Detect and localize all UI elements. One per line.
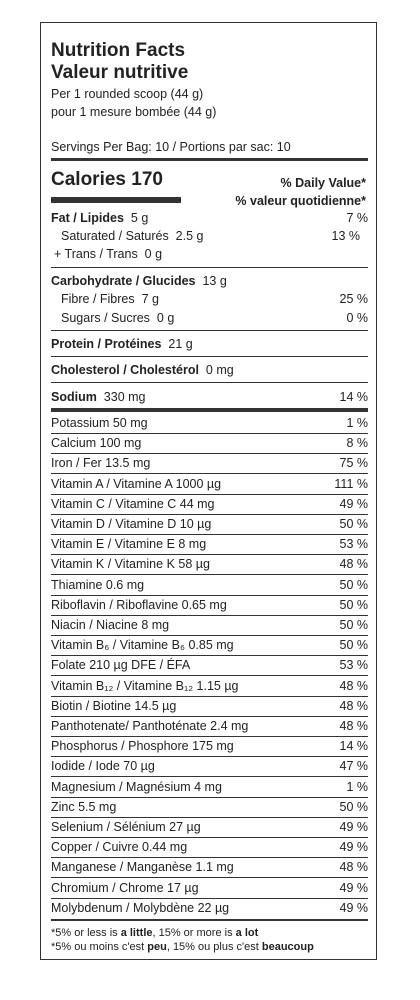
footnote-english: *5% or less is a little, 15% or more is a lot: [51, 927, 259, 939]
micronutrient-row: [51, 495, 368, 513]
micronutrient-label: Biotin / Biotine 14.5 µg: [51, 698, 177, 713]
micronutrient-pct: 48 %: [339, 698, 368, 713]
fat-pct: 7 %: [346, 211, 368, 225]
row-cholesterol: [51, 361, 368, 379]
micronutrient-pct: 49 %: [339, 900, 368, 915]
saturated-label: Saturated / Saturés: [61, 229, 169, 243]
serving-size-english: Per 1 rounded scoop (44 g): [51, 87, 204, 101]
fibre-amount: 7 g: [141, 292, 159, 306]
micronutrient-pct: 49 %: [339, 880, 368, 895]
footnote-french: *5% ou moins c'est peu, 15% ou plus c'est beaucoup: [51, 941, 314, 953]
micronutrient-label: Magnesium / Magnésium 4 mg: [51, 779, 222, 794]
micronutrient-pct: 50 %: [339, 577, 368, 592]
micronutrient-label: Iron / Fer 13.5 mg: [51, 456, 151, 471]
row-fibre: [51, 290, 368, 308]
title-english: Nutrition Facts: [51, 40, 186, 61]
daily-value-header-english: % Daily Value*: [280, 176, 366, 190]
daily-value-header-french: % valeur quotidienne*: [235, 194, 366, 208]
micronutrient-row: [51, 636, 368, 654]
micronutrient-row: [51, 475, 368, 493]
micronutrient-label: Molybdenum / Molybdène 22 µg: [51, 900, 230, 915]
row-sugars: [51, 309, 368, 327]
micronutrient-row: [51, 454, 368, 472]
micronutrient-label: Panthotenate/ Panthoténate 2.4 mg: [51, 719, 249, 733]
micronutrient-label: Calcium 100 mg: [51, 436, 142, 451]
micronutrient-pct: 50 %: [339, 597, 368, 612]
micronutrient-label: Potassium 50 mg: [51, 416, 148, 430]
fibre-pct: 25 %: [339, 292, 368, 306]
micronutrient-label: Thiamine 0.6 mg: [51, 577, 145, 592]
divider-thick: [51, 408, 368, 412]
micronutrient-row: [51, 555, 368, 573]
divider-thick: [51, 919, 368, 921]
micronutrient-pct: 47 %: [339, 759, 368, 774]
fat-label: Fat / Lipides: [51, 211, 124, 225]
micronutrient-row: [51, 576, 368, 594]
row-trans: [51, 245, 368, 263]
micronutrient-pct: 8 %: [346, 436, 368, 451]
sugars-amount: 0 g: [156, 311, 175, 325]
micronutrient-pct: 49 %: [339, 840, 368, 855]
micronutrient-label: Folate 210 µg DFE / ÉFA: [51, 658, 191, 673]
micronutrient-pct: 50 %: [339, 799, 368, 814]
micronutrient-label: Manganese / Manganèse 1.1 mg: [51, 860, 234, 875]
micronutrient-row: [51, 818, 368, 836]
micronutrient-pct: 48 %: [339, 557, 368, 572]
sugars-pct: 0 %: [346, 311, 368, 325]
micronutrient-label: Riboflavin / Riboflavine 0.65 mg: [51, 597, 227, 612]
micronutrient-row: [51, 899, 368, 917]
carb-label: Carbohydrate / Glucides: [51, 274, 196, 288]
micronutrient-pct: 48 %: [339, 719, 368, 733]
calories-bar: [51, 197, 181, 203]
micronutrient-pct: 49 %: [339, 496, 368, 511]
trans-label: + Trans / Trans: [54, 247, 138, 261]
micronutrient-row: [51, 616, 368, 634]
micronutrient-row: [51, 778, 368, 796]
micronutrient-row: [51, 535, 368, 553]
cholesterol-label: Cholesterol / Cholestérol: [51, 363, 199, 377]
sodium-pct: 14 %: [339, 390, 368, 404]
micronutrient-label: Zinc 5.5 mg: [51, 799, 117, 814]
micronutrient-row: [51, 798, 368, 816]
micronutrient-row: [51, 838, 368, 856]
micronutrient-row: [51, 515, 368, 533]
title-french: Valeur nutritive: [51, 62, 189, 83]
row-carbohydrate: [51, 272, 368, 290]
micronutrient-label: Chromium / Chrome 17 µg: [51, 880, 199, 895]
micronutrient-label: Vitamin B₆ / Vitamine B₆ 0.85 mg: [51, 638, 234, 653]
divider: [51, 356, 368, 357]
micronutrient-pct: 1 %: [346, 416, 368, 430]
protein-amount: 21 g: [168, 337, 193, 351]
nutrition-facts-panel: [40, 22, 377, 960]
row-sodium: [51, 388, 368, 406]
cholesterol-amount: 0 mg: [205, 363, 234, 377]
micronutrient-row: [51, 717, 368, 735]
micronutrient-pct: 75 %: [339, 456, 368, 471]
micronutrient-row: [51, 434, 368, 452]
micronutrient-row: [51, 414, 368, 432]
micronutrient-label: Vitamin B₁₂ / Vitamine B₁₂ 1.15 µg: [51, 678, 239, 693]
micronutrient-pct: 14 %: [339, 739, 368, 754]
micronutrient-pct: 111 %: [334, 476, 368, 491]
carb-amount: 13 g: [202, 274, 227, 288]
micronutrient-pct: 1 %: [346, 779, 368, 794]
row-saturated: [51, 227, 368, 245]
fat-amount: 5 g: [130, 211, 149, 225]
micronutrient-label: Niacin / Niacine 8 mg: [51, 618, 170, 632]
calories: Calories 170: [51, 169, 163, 190]
divider: [51, 382, 368, 383]
row-fat: [51, 209, 368, 227]
micronutrient-pct: 50 %: [339, 638, 368, 653]
fibre-label: Fibre / Fibres: [61, 292, 135, 306]
micronutrient-row: [51, 737, 368, 755]
micronutrient-row: [51, 858, 368, 876]
micronutrient-row: [51, 879, 368, 897]
micronutrient-row: [51, 596, 368, 614]
row-protein: [51, 335, 368, 353]
saturated-amount: 2.5 g: [175, 229, 204, 243]
micronutrient-label: Vitamin D / Vitamine D 10 µg: [51, 517, 212, 531]
divider: [51, 267, 368, 268]
micronutrient-pct: 50 %: [339, 618, 368, 632]
micronutrient-pct: 53 %: [339, 537, 368, 552]
micronutrient-pct: 48 %: [339, 860, 368, 875]
micronutrient-pct: 50 %: [339, 517, 368, 531]
micronutrient-row: [51, 697, 368, 715]
micronutrient-row: [51, 757, 368, 775]
sugars-label: Sugars / Sucres: [61, 311, 150, 325]
micronutrient-label: Iodide / Iode 70 µg: [51, 759, 155, 774]
protein-label: Protein / Protéines: [51, 337, 162, 351]
micronutrient-label: Vitamin C / Vitamine C 44 mg: [51, 496, 215, 511]
sodium-label: Sodium: [51, 390, 97, 404]
micronutrient-pct: 53 %: [339, 658, 368, 673]
micronutrient-label: Vitamin E / Vitamine E 8 mg: [51, 537, 207, 552]
micronutrient-row: [51, 656, 368, 674]
divider-thick: [51, 158, 368, 161]
micronutrient-label: Vitamin A / Vitamine A 1000 µg: [51, 476, 222, 491]
servings-per-bag: Servings Per Bag: 10 / Portions par sac: 10: [51, 140, 291, 154]
serving-size-french: pour 1 mesure bombée (44 g): [51, 105, 217, 119]
saturated-pct: 13 %: [331, 229, 360, 243]
divider: [51, 330, 368, 331]
micronutrient-label: Phosphorus / Phosphore 175 mg: [51, 739, 234, 754]
micronutrient-label: Copper / Cuivre 0.44 mg: [51, 840, 188, 855]
micronutrient-pct: 49 %: [339, 820, 368, 834]
micronutrient-label: Vitamin K / Vitamine K 58 µg: [51, 557, 210, 572]
trans-amount: 0 g: [144, 247, 163, 261]
micronutrient-pct: 48 %: [339, 678, 368, 693]
micronutrient-label: Selenium / Sélénium 27 µg: [51, 820, 201, 834]
sodium-amount: 330 mg: [103, 390, 146, 404]
micronutrient-row: [51, 677, 368, 695]
